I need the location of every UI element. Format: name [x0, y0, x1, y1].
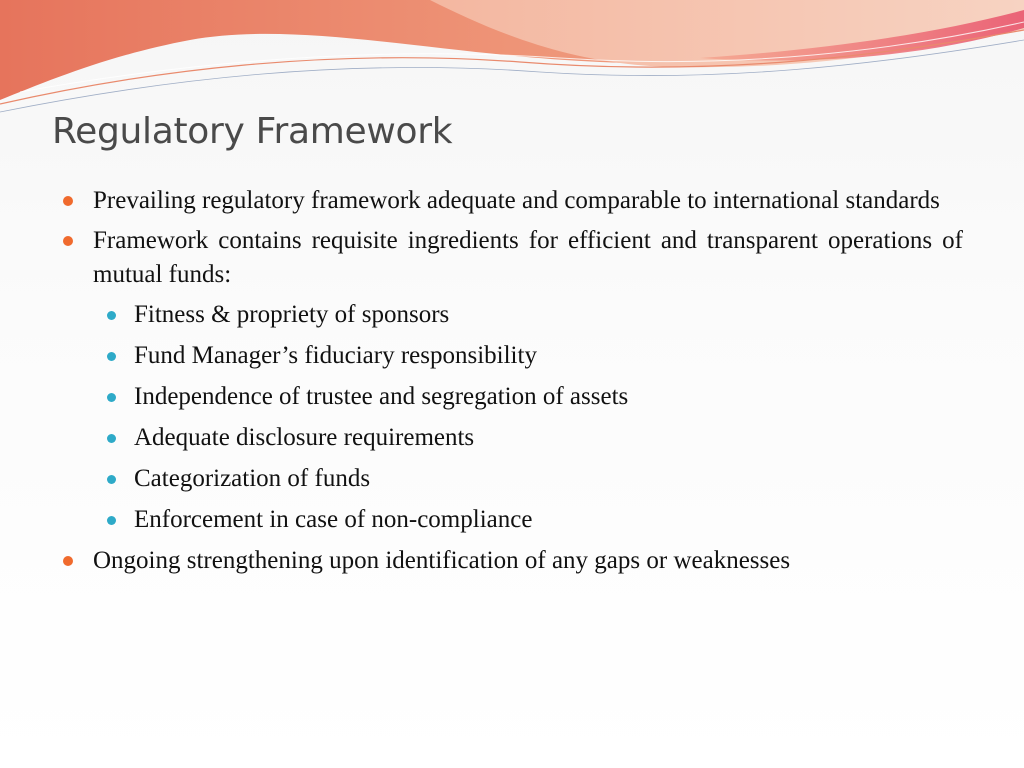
sub-bullet-item [63, 503, 963, 537]
sub-bullet-item [63, 298, 963, 332]
sub-bullet-list [63, 298, 963, 537]
orange-bullet-icon [63, 556, 73, 566]
blue-bullet-icon [107, 434, 116, 443]
blue-bullet-icon [107, 516, 116, 525]
sub-bullet-text: Fitness & propriety of sponsors [134, 301, 450, 328]
blue-bullet-icon [107, 352, 116, 361]
bullet-item [63, 224, 963, 292]
blue-bullet-icon [107, 393, 116, 402]
sub-bullet-text: Adequate disclosure requirements [134, 424, 475, 451]
sub-bullet-text: Categorization of funds [134, 465, 371, 492]
orange-bullet-icon [63, 196, 73, 206]
sub-bullet-text: Independence of trustee and segregation of assets [134, 383, 629, 410]
bullet-list [63, 184, 963, 584]
blue-bullet-icon [107, 475, 116, 484]
bullet-text: Framework contains requisite ingredients for efficient and transparent operations of mutual funds: [93, 227, 963, 288]
bullet-item [63, 544, 963, 578]
sub-bullet-item [63, 380, 963, 414]
bullet-item [63, 184, 963, 218]
sub-bullet-text: Enforcement in case of non-compliance [134, 506, 533, 533]
bullet-text: Ongoing strengthening upon identification of any gaps or weaknesses [93, 547, 791, 574]
sub-bullet-item [63, 421, 963, 455]
slide-title: Regulatory Framework [52, 111, 453, 152]
orange-bullet-icon [63, 236, 73, 246]
bullet-text: Prevailing regulatory framework adequate and comparable to international standards [93, 187, 940, 214]
blue-bullet-icon [107, 311, 116, 320]
sub-bullet-item [63, 339, 963, 373]
sub-bullet-item [63, 462, 963, 496]
sub-bullet-text: Fund Manager’s fiduciary responsibility [134, 342, 537, 369]
